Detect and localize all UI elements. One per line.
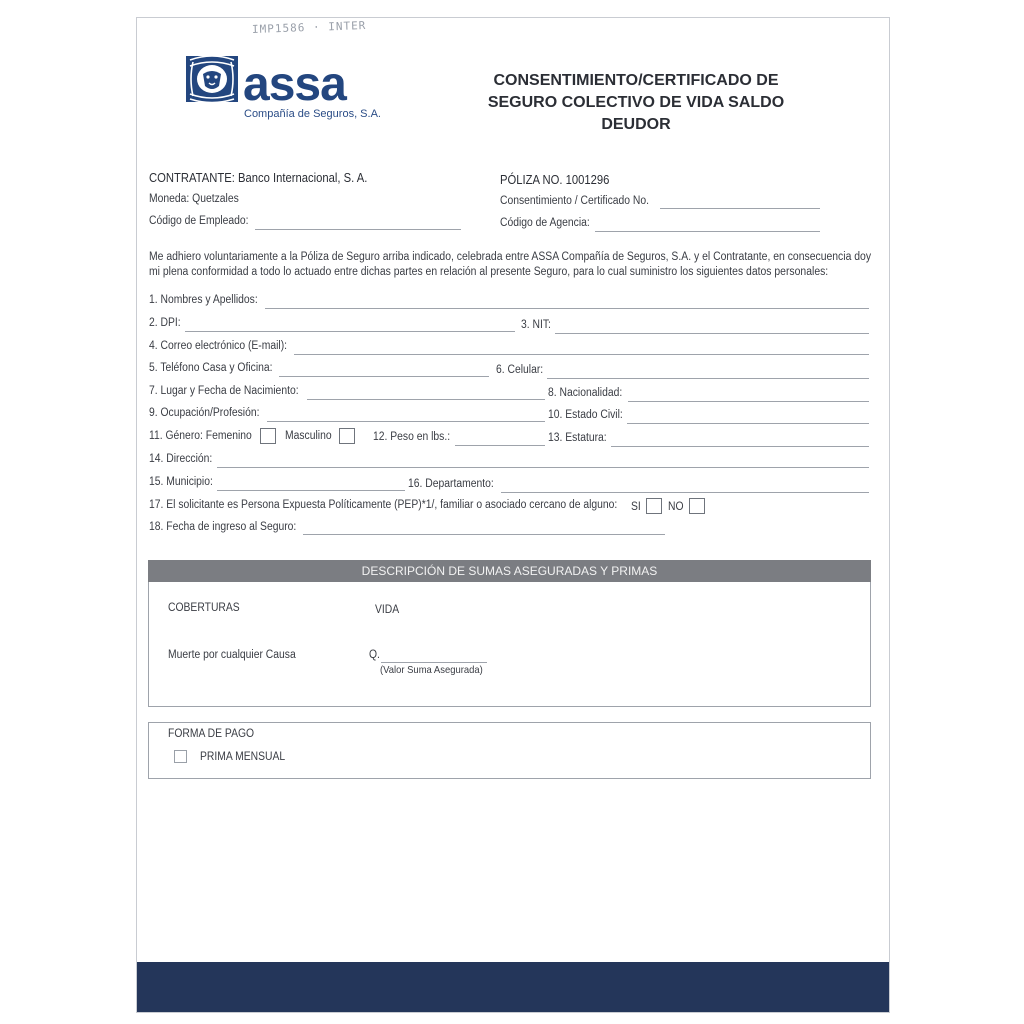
field-2-label: 2. DPI:: [149, 317, 181, 329]
codigo-empleado-label: Código de Empleado:: [149, 215, 249, 227]
codigo-agencia-label: Código de Agencia:: [500, 217, 590, 229]
field-17-label: 17. El solicitante es Persona Expuesta Políticamente (PEP)*1/, familiar o asociado cercano de alguno:: [149, 499, 618, 511]
poliza-label: PÓLIZA NO. 1001296: [500, 173, 610, 187]
field-13-label: 13. Estatura:: [548, 432, 607, 444]
nacionalidad-line[interactable]: [628, 401, 869, 402]
field-1-label: 1. Nombres y Apellidos:: [149, 294, 258, 306]
document-title: [467, 70, 805, 136]
municipio-line[interactable]: [217, 490, 405, 491]
field-15-label: 15. Municipio:: [149, 476, 213, 488]
pep-no-label: NO: [668, 501, 684, 513]
prima-mensual-label: PRIMA MENSUAL: [200, 751, 286, 763]
field-3-label: 3. NIT:: [521, 319, 551, 331]
estatura-line[interactable]: [611, 446, 869, 447]
title-line-1: CONSENTIMIENTO/CERTIFICADO DE: [493, 72, 779, 89]
suma-asegurada-line[interactable]: [381, 662, 487, 663]
femenino-checkbox[interactable]: [260, 428, 276, 444]
nacimiento-line[interactable]: [307, 399, 545, 400]
field-6-label: 6. Celular:: [496, 364, 544, 376]
nombres-line[interactable]: [265, 308, 869, 309]
dpi-line[interactable]: [185, 331, 515, 332]
handwritten-reference: IMP1586 · INTER: [251, 19, 367, 36]
field-12-label: 12. Peso en lbs.:: [373, 431, 451, 443]
sums-section-box: [148, 582, 871, 707]
lion-emblem-icon: [186, 56, 238, 103]
certificado-line[interactable]: [660, 208, 820, 209]
coberturas-label: COBERTURAS: [168, 602, 240, 614]
pep-si-label: SI: [631, 501, 641, 513]
codigo-empleado-line[interactable]: [255, 229, 461, 230]
field-10-label: 10. Estado Civil:: [548, 409, 623, 421]
muerte-label: Muerte por cualquier Causa: [168, 649, 296, 661]
field-14-label: 14. Dirección:: [149, 453, 213, 465]
fecha-ingreso-line[interactable]: [303, 534, 665, 535]
field-4-label: 4. Correo electrónico (E-mail):: [149, 340, 288, 352]
field-11-label: 11. Género: Femenino: [149, 430, 252, 442]
direccion-line[interactable]: [217, 467, 869, 468]
estado-civil-line[interactable]: [627, 423, 869, 424]
sums-section-heading: DESCRIPCIÓN DE SUMAS ASEGURADAS Y PRIMAS: [148, 560, 871, 582]
peso-line[interactable]: [455, 445, 545, 446]
payment-heading: FORMA DE PAGO: [168, 728, 255, 740]
celular-line[interactable]: [547, 378, 869, 379]
company-subtitle: Compañía de Seguros, S.A.: [244, 108, 381, 120]
form-sheet: [136, 17, 890, 1013]
currency-label: Q.: [369, 649, 380, 661]
title-line-2: SEGURO COLECTIVO DE VIDA SALDO DEUDOR: [487, 94, 785, 133]
field-18-label: 18. Fecha de ingreso al Seguro:: [149, 521, 297, 533]
prima-mensual-checkbox[interactable]: [174, 750, 187, 763]
field-8-label: 8. Nacionalidad:: [548, 387, 623, 399]
pep-no-checkbox[interactable]: [689, 498, 705, 514]
nit-line[interactable]: [555, 333, 869, 334]
vida-label: VIDA: [375, 604, 400, 616]
telefono-line[interactable]: [279, 376, 489, 377]
masculino-checkbox[interactable]: [339, 428, 355, 444]
ocupacion-line[interactable]: [267, 421, 545, 422]
valor-note: (Valor Suma Asegurada): [380, 664, 483, 676]
certificado-label: Consentimiento / Certificado No.: [500, 195, 650, 207]
contratante-label: CONTRATANTE: Banco Internacional, S. A.: [149, 171, 368, 185]
departamento-line[interactable]: [501, 492, 869, 493]
pep-si-checkbox[interactable]: [646, 498, 662, 514]
codigo-agencia-line[interactable]: [595, 231, 820, 232]
masculino-label: Masculino: [285, 430, 332, 442]
moneda-label: Moneda: Quetzales: [149, 193, 239, 205]
email-line[interactable]: [294, 354, 869, 355]
logo-wordmark: assa: [243, 58, 346, 111]
field-16-label: 16. Departamento:: [408, 478, 494, 490]
intro-paragraph: Me adhiero voluntariamente a la Póliza de Seguro arriba indicado, celebrada entre ASSA Compañía de Seguros, S.A. y el Contratante, en consecuencia doy mi plena conformidad a todo lo actuado entre dichas partes en relación al presente Seguro, para lo cual suministro los siguientes datos personales:: [149, 251, 872, 278]
field-7-label: 7. Lugar y Fecha de Nacimiento:: [149, 385, 299, 397]
field-5-label: 5. Teléfono Casa y Oficina:: [149, 362, 273, 374]
field-9-label: 9. Ocupación/Profesión:: [149, 407, 260, 419]
footer-band: [137, 962, 889, 1012]
